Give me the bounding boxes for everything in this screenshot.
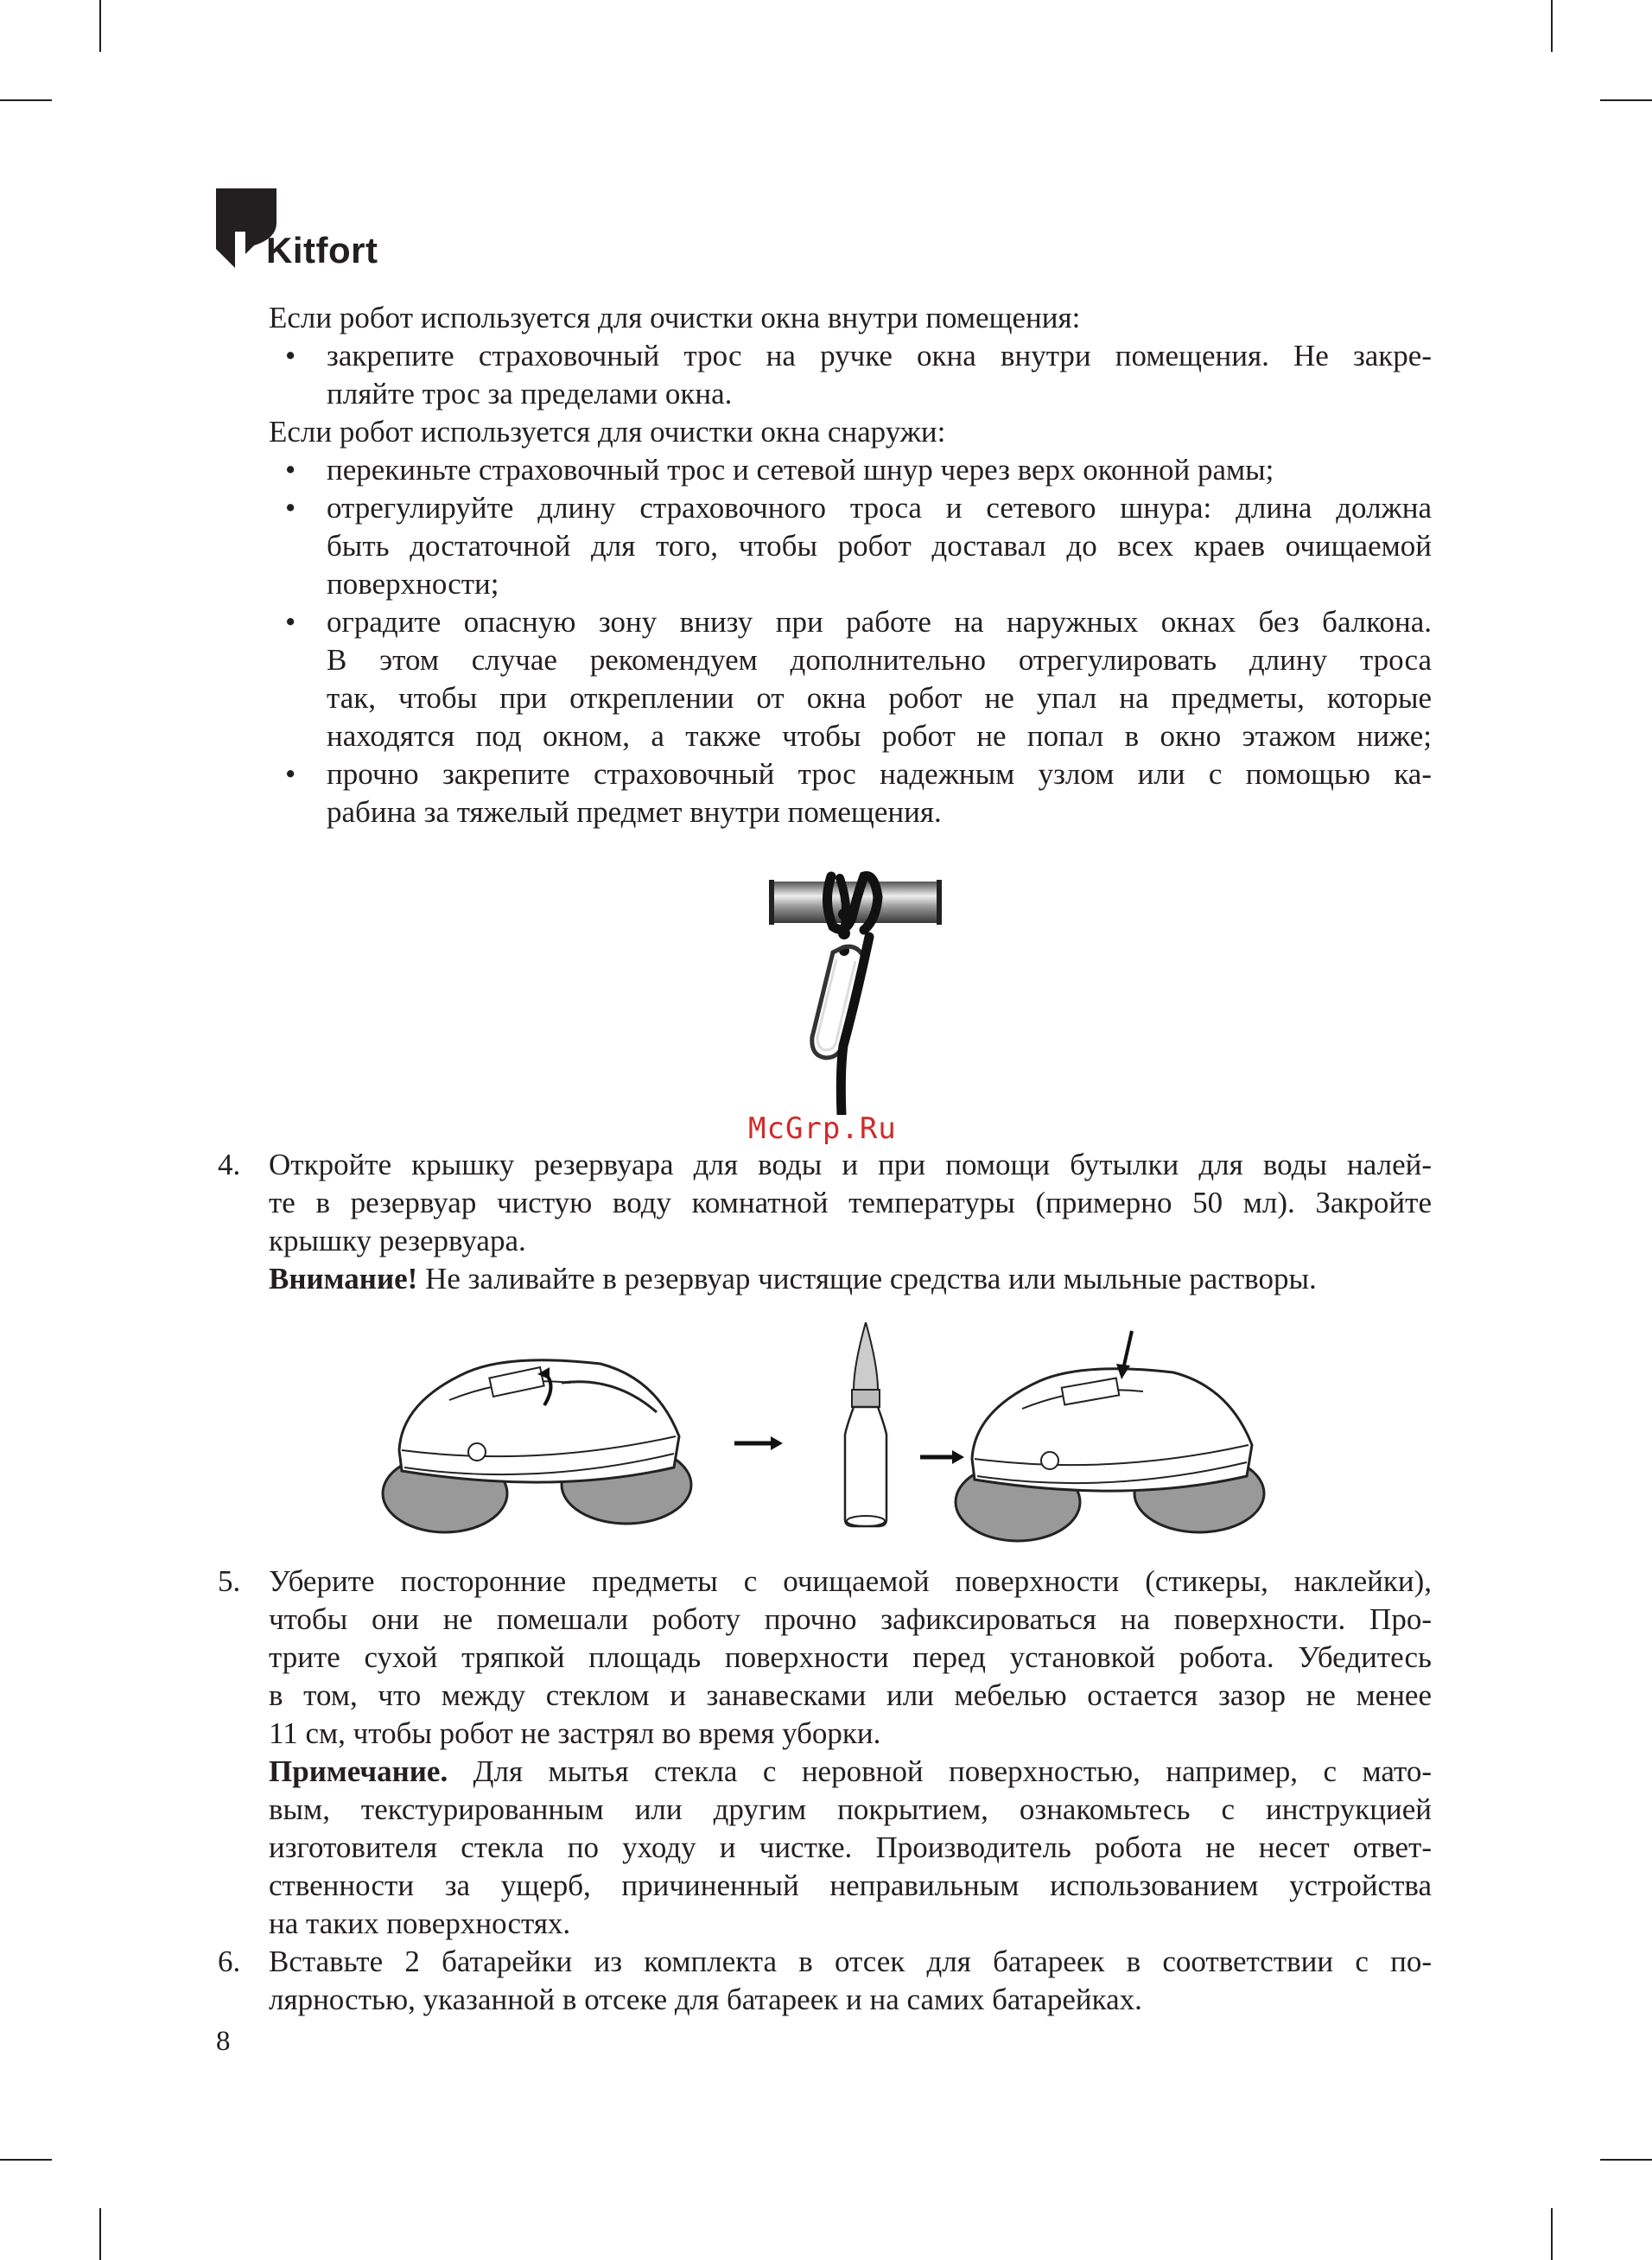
crop-mark <box>1551 0 1553 52</box>
crop-mark <box>1600 2159 1652 2161</box>
bullet-marker: • <box>285 453 296 487</box>
step-5-line: трите сухой тряпкой площадь поверхности перед установкой робота. Убедитесь <box>269 1640 1432 1674</box>
indoor-bullet-line: закрепите страховочный трос на ручке окна внутри помещения. Не закре- <box>327 339 1432 372</box>
arrow-icon <box>920 1450 964 1464</box>
outdoor-bullet-line: оградите опасную зону внизу при работе на наружных окнах без балкона. <box>327 605 1432 639</box>
arrow-icon <box>734 1436 783 1450</box>
water-fill-illustration <box>380 1322 1287 1551</box>
step-6-line: лярностью, указанной в отсеке для батареек и на самих батарейках. <box>269 1983 1142 2016</box>
warning-label: Внимание! <box>269 1262 418 1296</box>
step-number: 5. <box>218 1564 241 1598</box>
step-number: 6. <box>218 1945 241 1978</box>
step-5-note-line: ственности за ущерб, причиненный неправильным использованием устройства <box>269 1868 1432 1902</box>
watermark: McGrp.Ru <box>748 1111 897 1146</box>
step-number: 4. <box>218 1148 241 1181</box>
outdoor-bullet-line: поверхности; <box>327 567 499 601</box>
robot-closed-lid-illustration <box>956 1331 1264 1541</box>
step-4-line: те в резервуар чистую воду комнатной температуры (примерно 50 мл). Закройте <box>269 1186 1432 1219</box>
crop-mark <box>1600 99 1652 101</box>
outdoor-heading: Если робот используется для очистки окна снаружи: <box>269 415 946 449</box>
outdoor-bullet-line: отрегулируйте длину страховочного троса и сетевого шнура: длина должна <box>327 491 1432 525</box>
outdoor-bullet-line: перекиньте страховочный трос и сетевой шнур через верх оконной рамы; <box>327 453 1274 487</box>
note-label: Примечание. <box>269 1754 448 1788</box>
step-5-note-line: изготовителя стекла по уходу и чистке. Производитель робота не несет ответ- <box>269 1830 1432 1864</box>
bullet-marker: • <box>285 491 296 525</box>
robot-open-lid-illustration <box>383 1360 691 1532</box>
step-5-note <box>269 1753 1432 1791</box>
step-5-line: Уберите посторонние предметы с очищаемой поверхности (стикеры, наклейки), <box>269 1564 1432 1598</box>
step-5-line: 11 см, чтобы робот не застрял во время уборки. <box>269 1716 881 1750</box>
outdoor-bullet-line: прочно закрепите страховочный трос надежным узлом или с помощью ка- <box>327 757 1432 791</box>
outdoor-bullet-line: быть достаточной для того, чтобы робот доставал до всех краев очищаемой <box>327 529 1432 563</box>
step-5-line: чтобы они не помешали роботу прочно зафиксироваться на поверхности. Про- <box>269 1602 1432 1636</box>
outdoor-bullet-line: В этом случае рекомендуем дополнительно отрегулировать длину троса <box>327 643 1432 677</box>
water-bottle-illustration <box>845 1322 886 1526</box>
note-text: Для мытья стекла с неровной поверхностью, например, с мато- <box>448 1754 1432 1788</box>
outdoor-bullet-line: так, чтобы при откреплении от окна робот не упал на предметы, которые <box>327 681 1432 715</box>
crop-mark <box>99 0 101 52</box>
step-5-line: в том, что между стеклом и занавесками или мебелью остается зазор не менее <box>269 1678 1432 1712</box>
outdoor-bullet-line: рабина за тяжелый предмет внутри помещения. <box>327 795 942 829</box>
indoor-heading: Если робот используется для очистки окна внутри помещения: <box>269 301 1081 334</box>
crop-mark <box>1551 2208 1553 2260</box>
step-4-line: Откройте крышку резервуара для воды и при помощи бутылки для воды налей- <box>269 1148 1432 1181</box>
crop-mark <box>99 2208 101 2260</box>
warning-text: Не заливайте в резервуар чистящие средства или мыльные растворы. <box>417 1262 1317 1296</box>
step-4-warning <box>269 1260 1432 1298</box>
step-4-line: крышку резервуара. <box>269 1224 526 1257</box>
step-6-line: Вставьте 2 батарейки из комплекта в отсек для батареек в соответствии с по- <box>269 1945 1432 1978</box>
bullet-marker: • <box>285 757 296 791</box>
outdoor-bullet-line: находятся под окном, а также чтобы робот не попал в окно этажом ниже; <box>327 719 1432 753</box>
crop-mark <box>0 99 52 101</box>
bullet-marker: • <box>285 339 296 372</box>
page-number: 8 <box>216 2026 231 2057</box>
brand-name: Kitfort <box>266 230 378 271</box>
bullet-marker: • <box>285 605 296 639</box>
crop-mark <box>0 2159 52 2161</box>
indoor-bullet-line: пляйте трос за пределами окна. <box>327 377 733 411</box>
step-5-note-line: на таких поверхностях. <box>269 1907 571 1940</box>
step-5-note-line: вым, текстурированным или другим покрытием, ознакомьтесь с инструкцией <box>269 1792 1432 1826</box>
carabiner-illustration <box>760 864 950 1119</box>
